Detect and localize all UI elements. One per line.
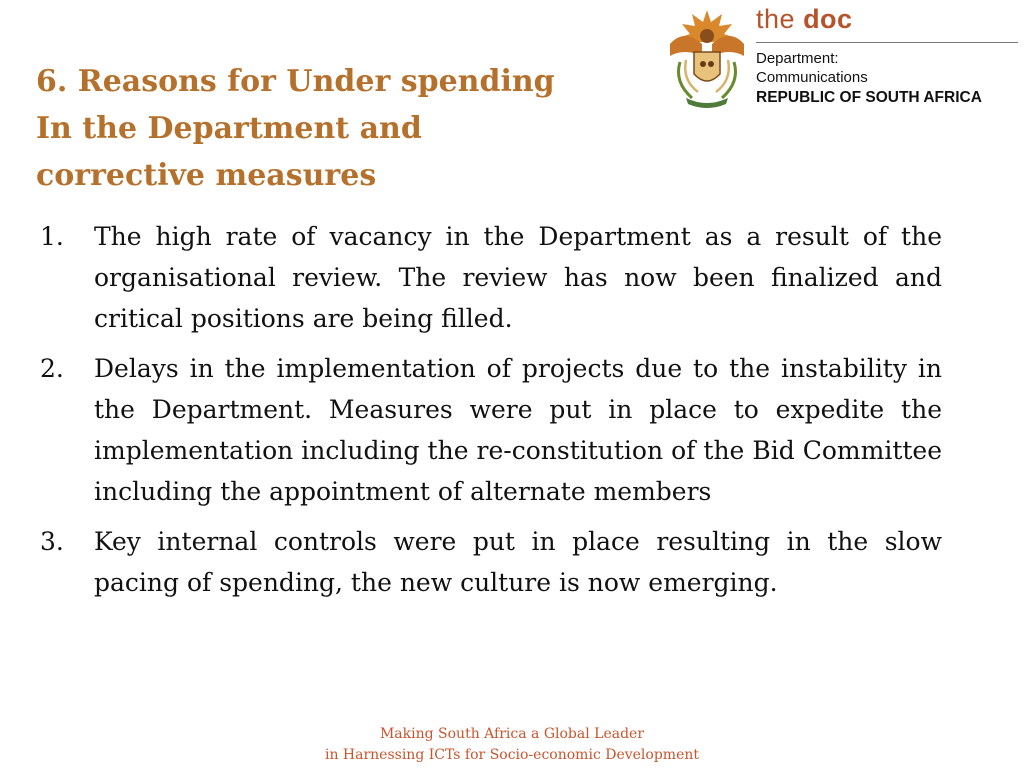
country-name: REPUBLIC OF SOUTH AFRICA: [756, 89, 982, 106]
list-item-text: Delays in the implementation of projects due to the instability in the Department. Measures were put in place to expedite the implementation including the re-constitution of the Bid Committee including the appointment of alternate members: [94, 354, 942, 506]
slide-title-line-1: 6. Reasons for Under spending: [36, 64, 555, 99]
list-item: [40, 348, 942, 512]
slide-title-line-3: corrective measures: [36, 158, 377, 193]
brand-prefix: the: [756, 4, 796, 34]
brand-divider: [756, 42, 1018, 43]
department-label: Department:: [756, 50, 839, 67]
brand-wordmark: [756, 4, 853, 35]
reasons-list: [40, 216, 942, 612]
list-item-text: The high rate of vacancy in the Department as a result of the organisational review. The review has now been finalized and critical positions are being filled.: [94, 222, 942, 333]
list-item-number: 3.: [40, 527, 64, 556]
slide-title-line-2: In the Department and: [36, 111, 422, 146]
list-item: [40, 521, 942, 603]
slide-footer: [0, 724, 1024, 766]
slide-title: [36, 58, 555, 199]
footer-line-1: Making South Africa a Global Leader: [379, 726, 645, 742]
department-name: Communications: [756, 69, 868, 86]
brand-name: doc: [803, 4, 853, 34]
footer-line-2: in Harnessing ICTs for Socio-economic Development: [324, 747, 700, 763]
list-item-number: 1.: [40, 222, 64, 251]
department-logo: [662, 0, 1024, 116]
coat-of-arms-icon: [664, 4, 750, 112]
list-item-text: Key internal controls were put in place resulting in the slow pacing of spending, the new culture is now emerging.: [94, 527, 942, 597]
list-item: [40, 216, 942, 339]
list-item-number: 2.: [40, 354, 64, 383]
